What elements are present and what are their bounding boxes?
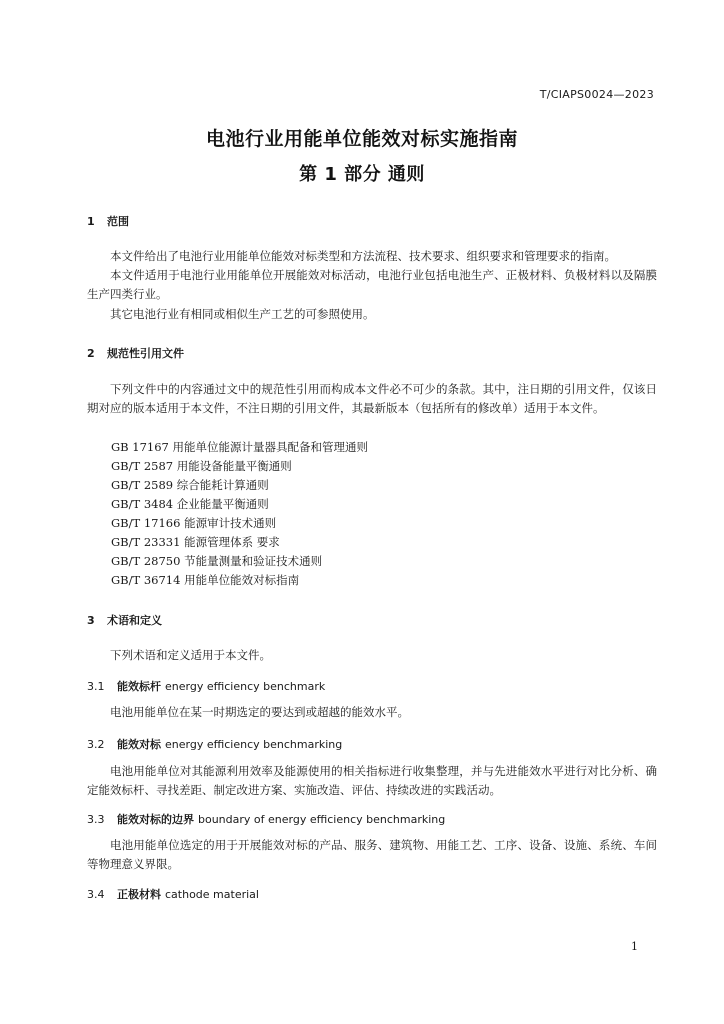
term-english: energy efficiency benchmark: [165, 680, 326, 693]
term-definition: 电池用能单位对其能源利用效率及能源使用的相关指标进行收集整理，并与先进能效水平进行对比分析、确定能效标杆、寻找差距、制定改进方案、实施改造、评估、持续改进的实践活动。: [87, 764, 657, 797]
term-name: 能效对标的边界: [117, 813, 194, 826]
term-heading: [87, 678, 325, 694]
term-number: 3.2: [87, 738, 105, 751]
reference-item: GB/T 23331 能源管理体系 要求: [111, 535, 280, 549]
reference-item: GB/T 36714 用能单位能效对标指南: [111, 573, 300, 587]
page-number: 1: [631, 940, 638, 953]
term-definition: 电池用能单位在某一时期选定的要达到或超越的能效水平。: [110, 705, 409, 719]
document-title: 电池行业用能单位能效对标实施指南: [205, 128, 518, 150]
term-english: cathode material: [165, 888, 259, 901]
document-part-title: 第 1 部分 通则: [299, 164, 425, 185]
term-number: 3.3: [87, 813, 105, 826]
section-heading-scope: [87, 213, 129, 229]
paragraph: 本文件适用于电池行业用能单位开展能效对标活动，电池行业包括电池生产、正极材料、负极材料以及隔膜生产四类行业。: [87, 268, 657, 301]
reference-item: GB/T 2587 用能设备能量平衡通则: [111, 459, 292, 473]
section-number: 2: [87, 347, 95, 360]
term-heading: [87, 811, 445, 827]
reference-item: GB/T 28750 节能量测量和验证技术通则: [111, 554, 323, 568]
paragraph: 下列术语和定义适用于本文件。: [110, 648, 271, 662]
paragraph: 本文件给出了电池行业用能单位能效对标类型和方法流程、技术要求、组织要求和管理要求的指南。: [110, 249, 616, 263]
term-english: boundary of energy efficiency benchmarking: [198, 813, 446, 826]
reference-item: GB/T 17166 能源审计技术通则: [111, 516, 277, 530]
term-heading: [87, 886, 259, 902]
standard-number: T/CIAPS0024—2023: [539, 88, 654, 101]
section-title: 规范性引用文件: [107, 347, 184, 360]
section-number: 1: [87, 215, 95, 228]
term-number: 3.1: [87, 680, 105, 693]
term-heading: [87, 736, 342, 752]
term-name: 正极材料: [117, 888, 161, 901]
term-english: energy efficiency benchmarking: [165, 738, 343, 751]
term-name: 能效对标: [117, 738, 161, 751]
section-title: 术语和定义: [107, 614, 162, 627]
reference-item: GB 17167 用能单位能源计量器具配备和管理通则: [111, 440, 369, 454]
paragraph: 其它电池行业有相同或相似生产工艺的可参照使用。: [110, 307, 375, 321]
section-title: 范围: [107, 215, 129, 228]
section-heading-terms-definitions: [87, 612, 162, 628]
term-name: 能效标杆: [117, 680, 161, 693]
term-number: 3.4: [87, 888, 105, 901]
section-number: 3: [87, 614, 95, 627]
section-heading-normative-references: [87, 345, 184, 361]
term-definition: 电池用能单位选定的用于开展能效对标的产品、服务、建筑物、用能工艺、工序、设备、设施、系统、车间等物理意义界限。: [87, 838, 657, 871]
paragraph: 下列文件中的内容通过文中的规范性引用而构成本文件必不可少的条款。其中，注日期的引用文件，仅该日期对应的版本适用于本文件，不注日期的引用文件，其最新版本（包括所有的修改单）适用于本文件。: [87, 382, 657, 415]
reference-item: GB/T 3484 企业能量平衡通则: [111, 497, 269, 511]
reference-item: GB/T 2589 综合能耗计算通则: [111, 478, 269, 492]
